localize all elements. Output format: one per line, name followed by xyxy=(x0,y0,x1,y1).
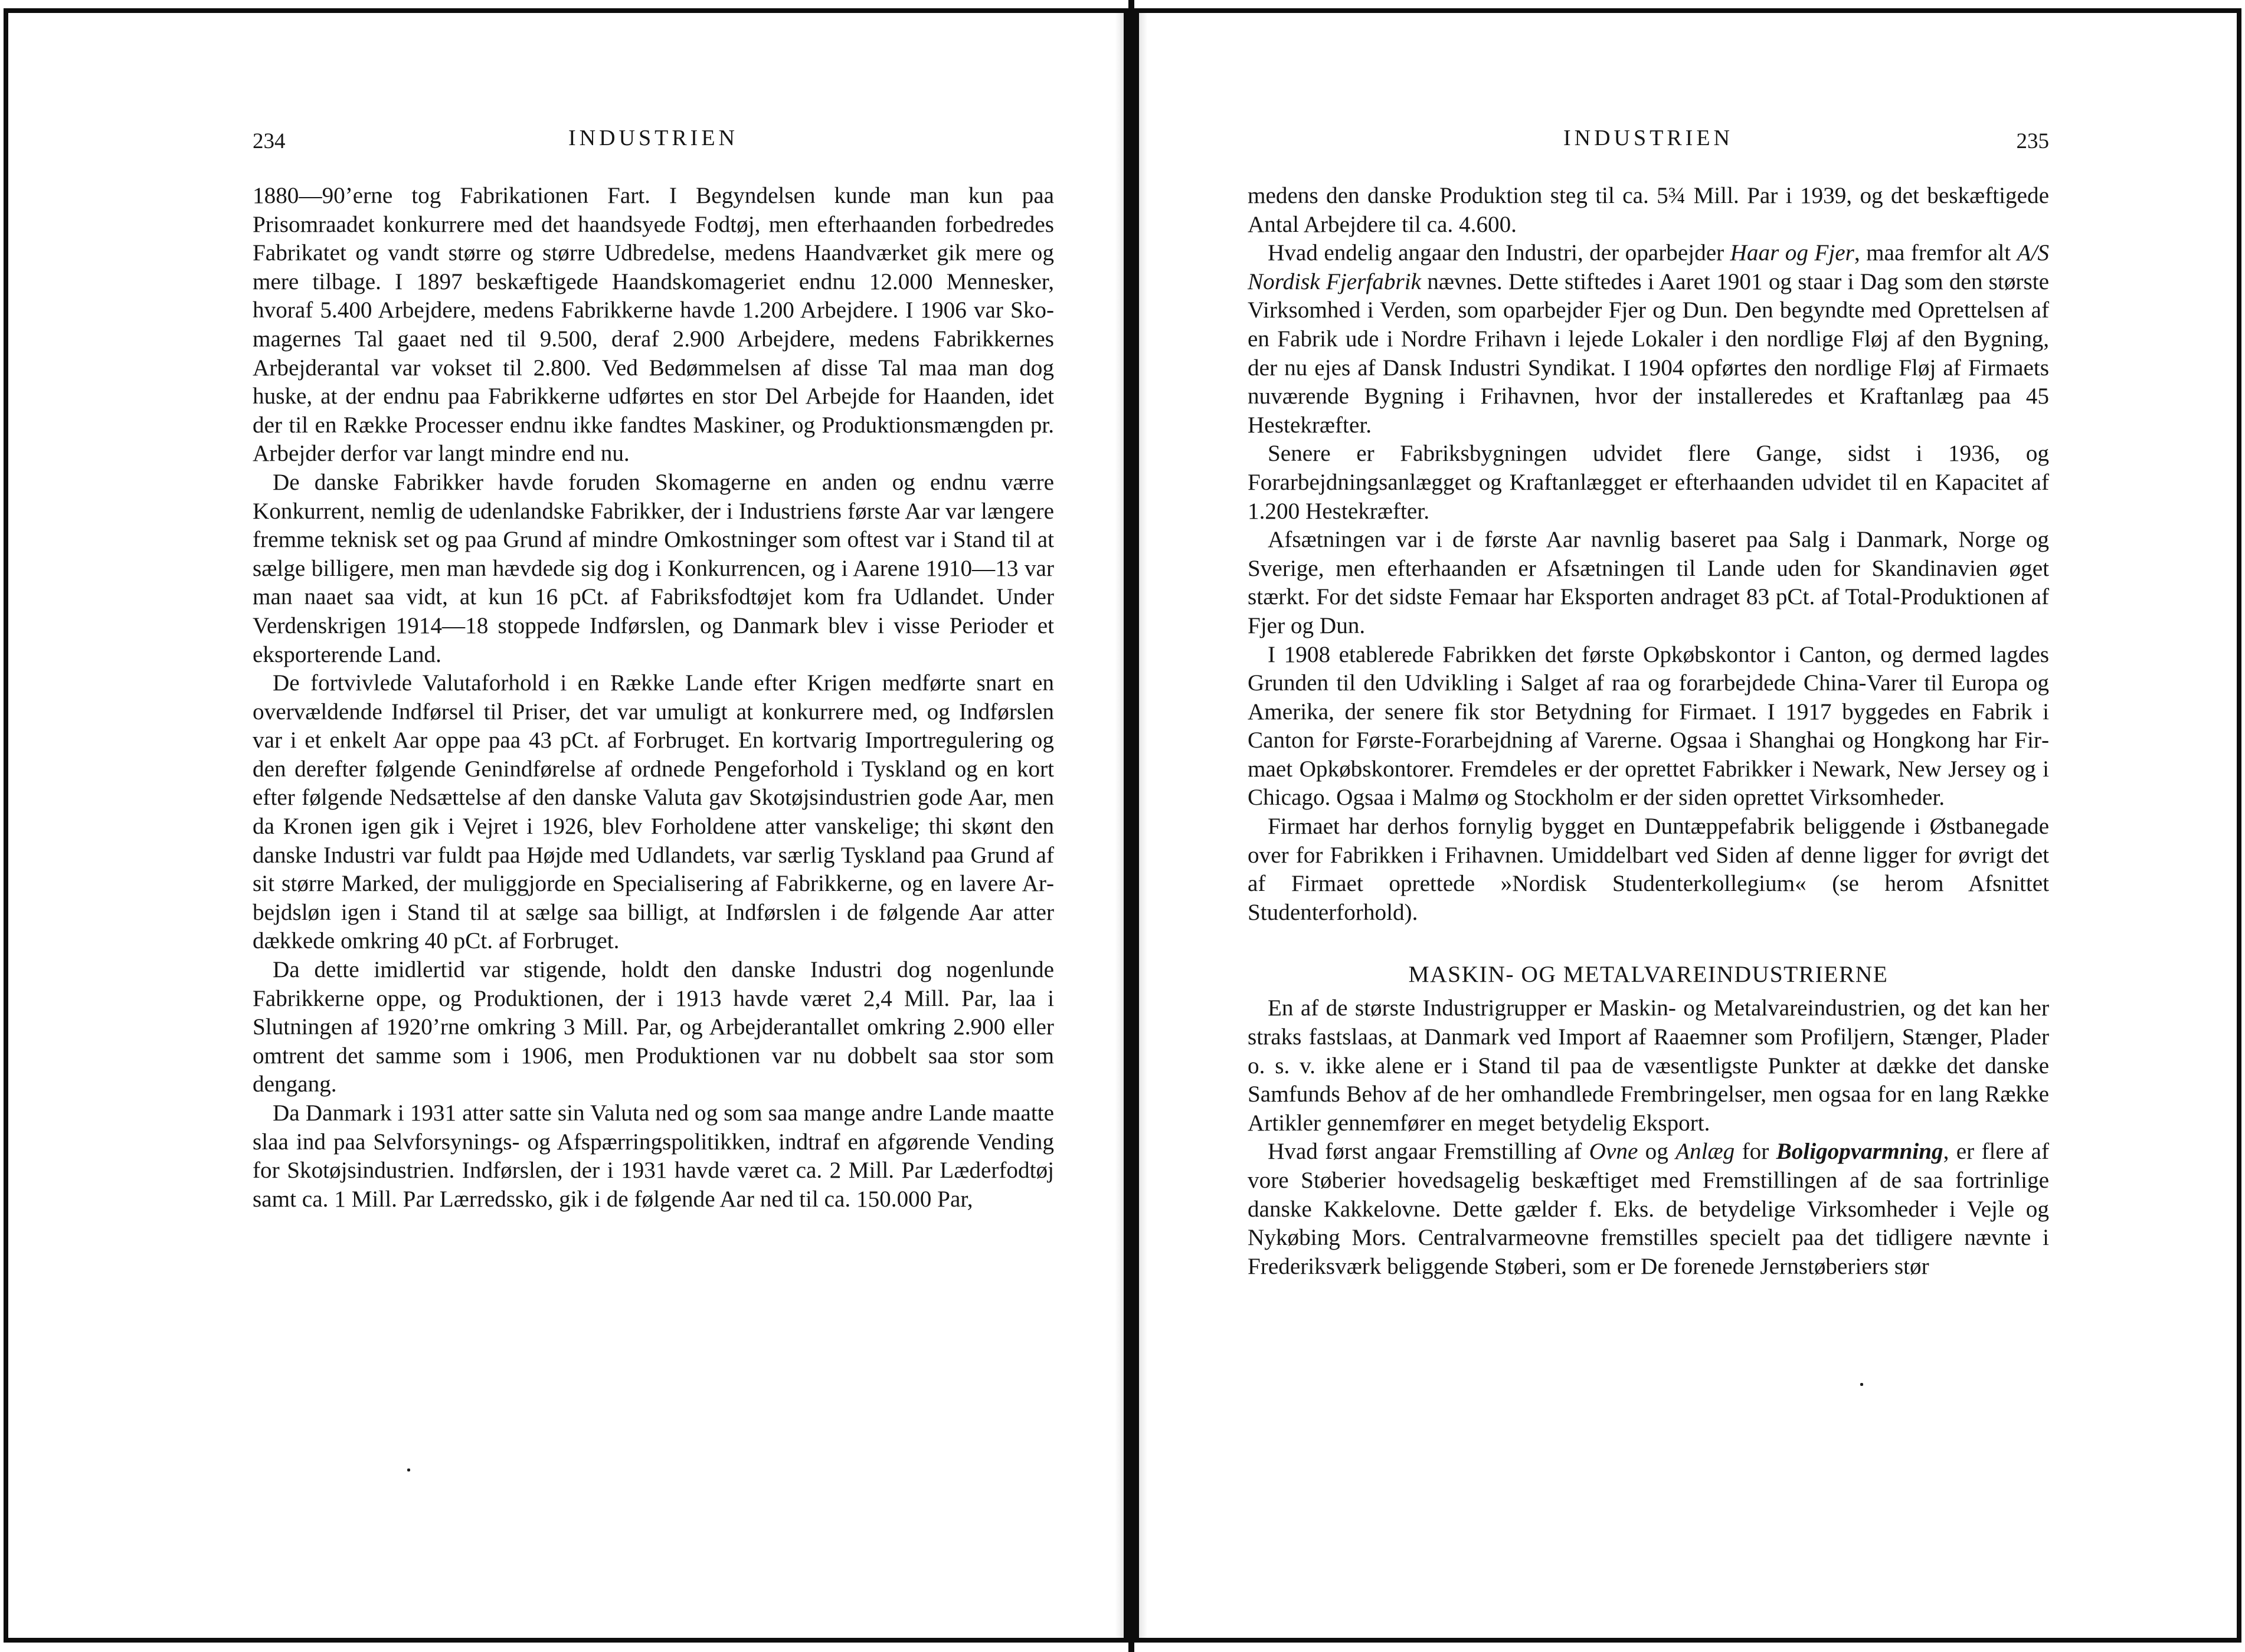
left-paragraph-1: 1880—90’erne tog Fabrikationen Fart. I Begyndelsen kunde man kun paa Prisomraadet konkurrere med det haandsyede Fodtøj, men efterhaanden forbedredes Fabrikatet og vandt større og større Udbredelse, medens Haandværket gik mere og mere tilbage. I 1897 beskæftigede Haandskomageriet endnu 12.000 Mennesker, hvoraf 5.400 Arbejdere, medens Fabrikkerne havde 1.200 Arbejdere. I 1906 var Skomagernes Tal gaaet ned til 9.500, deraf 2.900 Arbejdere, medens Fabrikkernes Arbejderantal var vokset til 2.800. Ved Bedømmelsen af disse Tal maa man dog huske, at der endnu paa Fabrikkerne udførtes en stor Del Arbejde for Haanden, idet der til en Række Processer endnu ikke fandtes Maskiner, og Produktionsmængden pr. Arbejder derfor var langt mindre end nu. xyxy=(253,183,1054,467)
right-running-head: INDUSTRIEN xyxy=(1563,126,1733,150)
left-paragraph-2: De danske Fabrikker havde foruden Skomagerne en anden og endnu værre Konkurrent, nemlig de udenlandske Fabrikker, der i Industriens første Aar var længere fremme teknisk set og paa Grund af mindre Omkostninger som oftest var i Stand til at sælge billigere, men man hævdede sig dog i Konkurrencen, og i Aarene 1910—13 var man naaet saa vidt, at kun 16 pCt. af Fabriksfodtøjet kom fra Udlandet. Under Verdenskrigen 1914—18 stoppede Indførslen, og Danmark blev i visse Perioder et eksporterende Land. xyxy=(253,469,1054,667)
italic-term-boligopvarmning: Boligopvarmning xyxy=(1776,1139,1943,1165)
left-paragraph-5: Da Danmark i 1931 atter satte sin Valuta ned og som saa mange andre Lande maatte slaa ind paa Selvforsynings- og Afspærringspolitikken, indtraf en afgørende Vending for Skotøjsindustrien. Indførslen, der i 1931 havde været ca. 2 Mill. Par Læderfodtøj samt ca. 1 Mill. Par Lærredssko, gik i de følgende Aar ned til ca. 150.000 Par, xyxy=(253,1100,1054,1212)
text-run: , maa fremfor alt xyxy=(1854,240,2017,266)
italic-term-anlaeg: Anlæg xyxy=(1675,1139,1735,1165)
right-paragraph-8 xyxy=(1248,1138,2049,1281)
text-run: og xyxy=(1638,1139,1676,1165)
right-paragraph-3: Senere er Fabriksbygningen udvidet flere Gange, sidst i 1936, og Forarbejdningsanlægget og Kraftanlægget er efterhaanden udvidet til en Kapacitet af 1.200 Hestekræfter. xyxy=(1248,441,2049,524)
right-paragraph-2 xyxy=(1248,239,2049,440)
right-paragraph-5: I 1908 etablerede Fabrikken det første Opkøbskontor i Canton, og dermed lagdes Grunden til den Udvikling i Salget af raa og forarbejdede China-Varer til Europa og Amerika, der senere fik stor Betydning for Firmaet. I 1917 byggedes en Fabrik i Canton for Første-Forarbejdning af Varerne. Ogsaa i Shanghai og Hongkong har Firmaet Opkøbskontorer. Fremdeles er der oprettet Fabrikker i Newark, New Jersey og i Chicago. Ogsaa i Malmø og Stockholm er der siden oprettet Virksomheder. xyxy=(1248,641,2049,811)
right-page-header xyxy=(1248,125,2049,160)
left-running-head: INDUSTRIEN xyxy=(568,126,738,150)
left-page-header xyxy=(253,125,1054,160)
section-heading: MASKIN- OG METALVAREINDUSTRIERNE xyxy=(1408,961,1889,988)
right-page-number: 235 xyxy=(2016,129,2049,153)
gutter-shadow-left xyxy=(1115,13,1124,1638)
right-page xyxy=(1134,8,2241,1643)
gutter-shadow-right xyxy=(1139,13,1147,1638)
book-gutter xyxy=(1128,0,1134,1652)
italic-company-name: A/S Nordisk Fjerfabrik xyxy=(1248,240,2049,294)
text-run: for xyxy=(1735,1139,1776,1165)
text-run: Hvad først angaar Fremstilling af xyxy=(1268,1139,1589,1165)
left-paragraph-3: De fortvivlede Valutaforhold i en Række Lande efter Krigen medførte snart en overvældende Indførsel til Priser, det var umuligt at konkurrere med, og Indførslen var i et enkelt Aar oppe paa 43 pCt. af Forbruget. En kortvarig Importregulering og den derefter følgende Genindførelse af ordnede Pengeforhold i Tyskland og en kort efter følgende Nedsættelse af den danske Valuta gav Skotøjsindustrien gode Aar, men da Kronen igen gik i Vejret i 1926, blev Forholdene atter vanskelige; thi skønt den danske Industri var fuldt paa Højde med Udlandets, var særlig Tyskland paa Grund af sit større Marked, der muliggjorde en Specialisering af Fabrikkerne, og en lavere Arbejdsløn igen i Stand til at sælge saa billigt, at Indførslen i de følgende Aar atter dækkede omkring 40 pCt. af Forbruget. xyxy=(253,670,1054,954)
right-text-column xyxy=(1248,182,2049,1281)
text-run: , er flere af vore Støberier hovedsagelig beskæftiget med Fremstillingen af de saa fortrinlige danske Kakkelovne. Dette gælder f. Eks. de betydelige Virksomheder i Vejle og Nykøbing Mors. Centralvarmeovne fremstilles specielt paa det tidligere nævnte i Frederiksværk beliggende Støberi, som er De forenede Jernstøberiers stør xyxy=(1248,1139,2049,1279)
dust-speck xyxy=(407,1469,410,1471)
text-run: nævnes. Dette stiftedes i Aaret 1901 og staar i Dag som den største Virksomhed i Verden, som oparbejder Fjer og Dun. Den begyndte med Oprettelsen af en Fabrik ude i Nordre Frihavn i lejede Lokaler i den nordlige Fløj af den Bygning, der nu ejes af Dansk Industri Syndikat. I 1904 opførtes den nordlige Fløj af Firmaets nuværende Bygning i Frihavnen, hvor der installeredes et Kraftanlæg paa 45 Hestekræfter. xyxy=(1248,268,2049,438)
italic-term-haar-og-fjer: Haar og Fjer xyxy=(1730,240,1854,266)
text-run: Hvad endelig angaar den Industri, der oparbejder xyxy=(1268,240,1730,266)
right-paragraph-1: medens den danske Produktion steg til ca. 5¾ Mill. Par i 1939, og det beskæftigede Antal Arbejdere til ca. 4.600. xyxy=(1248,183,2049,237)
right-paragraph-7: En af de største Industrigrupper er Maskin- og Metalvareindustrien, og det kan her straks fastslaas, at Danmark ved Import af Raaemner som Profiljern, Stænger, Plader o. s. v. ikke alene er i Stand til paa de væsentligste Punkter at dække det danske Samfunds Behov af de her omhandlede Frembringelser, men ogsaa for en lang Række Artikler gennemfører en meget betydelig Eksport. xyxy=(1248,995,2049,1136)
dust-speck xyxy=(1860,1383,1863,1386)
left-page xyxy=(4,8,1128,1643)
italic-term-ovne: Ovne xyxy=(1589,1139,1638,1165)
left-paragraph-4: Da dette imidlertid var stigende, holdt den danske Industri dog nogenlunde Fabrikkerne oppe, og Produktionen, der i 1913 havde været 2,4 Mill. Par, laa i Slutningen af 1920’rne omkring 3 Mill. Par, og Arbejderantallet omkring 2.900 eller omtrent det samme som i 1906, men Produktionen var nu dobbelt saa stor som dengang. xyxy=(253,957,1054,1097)
left-text-column xyxy=(253,182,1054,1214)
right-paragraph-4: Afsætningen var i de første Aar navnlig baseret paa Salg i Danmark, Norge og Sverige, men efterhaanden er Afsætningen til Lande uden for Skandinavien øget stærkt. For det sidste Femaar har Eksporten andraget 83 pCt. af Total-Produktionen af Fjer og Dun. xyxy=(1248,527,2049,638)
left-page-number: 234 xyxy=(253,129,286,153)
right-paragraph-6: Firmaet har derhos fornylig bygget en Duntæppefabrik beliggende i Østbanegade over for Fabrikken i Frihavnen. Umiddelbart ved Siden af denne ligger for øvrigt det af Firmaet oprettede »Nordisk Studenterkollegium« (se herom Afsnittet Studenterforhold). xyxy=(1248,814,2049,925)
